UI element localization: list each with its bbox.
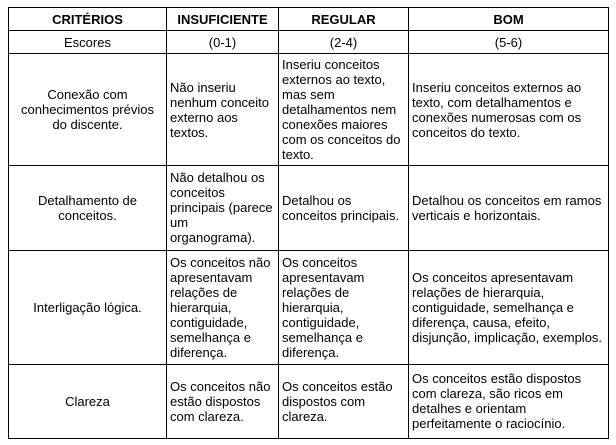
- header-criterios: CRITÉRIOS: [9, 8, 167, 31]
- header-regular: REGULAR: [279, 8, 409, 31]
- table-row: [9, 250, 609, 364]
- table-row: [9, 364, 609, 438]
- score-insuficiente: (0-1): [167, 31, 279, 54]
- bom-cell: Inseriu conceitos externos ao texto, com detalhamentos e conexões numerosas com os conceitos do texto.: [409, 54, 609, 166]
- regular-cell: Detalhou os conceitos principais.: [279, 166, 409, 250]
- criterion-cell: Detalhamento de conceitos.: [9, 166, 167, 250]
- regular-cell: Os conceitos apresentavam relações de hierarquia, contiguidade, semelhança e diferença.: [279, 250, 409, 364]
- score-regular: (2-4): [279, 31, 409, 54]
- scores-row: [9, 31, 609, 54]
- insuficiente-cell: Não detalhou os conceitos principais (parece um organograma).: [167, 166, 279, 250]
- rubric-table: [8, 7, 609, 439]
- insuficiente-cell: Não inseriu nenhum conceito externo aos textos.: [167, 54, 279, 166]
- bom-cell: Detalhou os conceitos em ramos verticais e horizontais.: [409, 166, 609, 250]
- regular-cell: Os conceitos estão dispostos com clareza.: [279, 364, 409, 438]
- bom-cell: Os conceitos apresentavam relações de hierarquia, contiguidade, semelhança e diferença, causa, efeito, disjunção, implicação, exemplos.: [409, 250, 609, 364]
- scores-label: Escores: [9, 31, 167, 54]
- criterion-cell: Conexão com conhecimentos prévios do discente.: [9, 54, 167, 166]
- criterion-cell: Interligação lógica.: [9, 250, 167, 364]
- header-insuficiente: INSUFICIENTE: [167, 8, 279, 31]
- bom-cell: Os conceitos estão dispostos com clareza, são ricos em detalhes e orientam perfeitamente o raciocínio.: [409, 364, 609, 438]
- header-bom: BOM: [409, 8, 609, 31]
- score-bom: (5-6): [409, 31, 609, 54]
- insuficiente-cell: Os conceitos não estão dispostos com clareza.: [167, 364, 279, 438]
- regular-cell: Inseriu conceitos externos ao texto, mas sem detalhamentos nem conexões maiores com os conceitos do texto.: [279, 54, 409, 166]
- table-row: [9, 54, 609, 166]
- insuficiente-cell: Os conceitos não apresentavam relações de hierarquia, contiguidade, semelhança e diferença.: [167, 250, 279, 364]
- header-row: [9, 8, 609, 31]
- table-row: [9, 166, 609, 250]
- criterion-cell: Clareza: [9, 364, 167, 438]
